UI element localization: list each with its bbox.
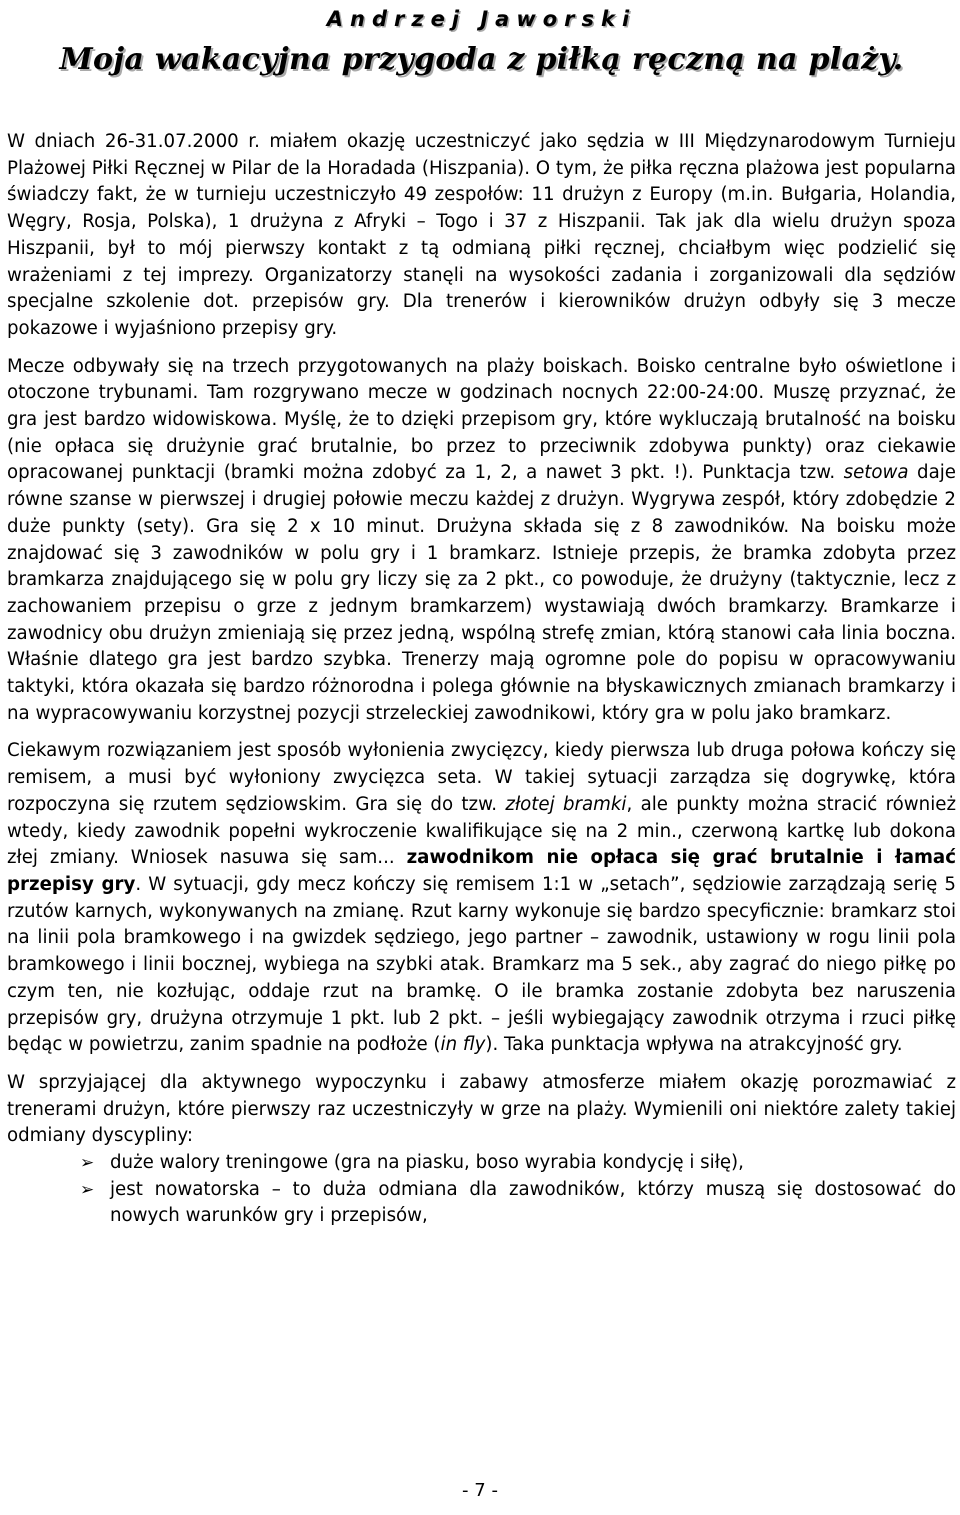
paragraph-tiebreak-text-3: . W sytuacji, gdy mecz kończy się remisem 1:1 w „setach”, sędziowie zarządzają serię 5 rzutów karnych, wykonywanych na zmianę. Rzut karny wykonuje się bardzo specyficznie: bramkarz stoi na linii pola bramkowego i na gwizdek sędziego, jego partner – zawodnik, ustawiony w rogu linii pola bramkowego i linii bocznej, wybiega na szybki atak. Bramkarz ma 5 sek., aby zagrać do niego piłkę po czym ten, nie kozłując, oddaje rzut na bramkę. O ile bramka zostanie zdobyta bez naruszenia przepisów gry, drużyna otrzymuje 1 pkt. lub 2 pkt. – jeśli wybiegający zawodnik otrzyma i rzuci piłkę będąc w powietrzu, zanim spadnie na podłoże ( xyxy=(7,873,956,1056)
arrowhead-bullet-icon: ➢ xyxy=(80,1153,95,1174)
paragraph-rules-italic: setowa xyxy=(843,462,909,484)
paragraph-tiebreak-italic-golden-goal: złotej bramki xyxy=(505,793,627,815)
paragraph-rules-text-1: Mecze odbywały się na trzech przygotowanych na plaży boiskach. Boisko centralne było oświetlone i otoczone trybunami. Tam rozgrywano mecze w godzinach nocnych 22:00-24:00. Muszę przyznać, że gra jest bardzo widowiskowa. Myślę, że to dzięki przepisom gry, które wykluczają brutalność na boisku (nie opłaca się drużynie grać brutalnie, bo przez to przeciwnik zdobywa punkty) oraz ciekawie opracowanej punktacji (bramki można zdobyć za 1, 2, a nawet 3 pkt. !). Punktacja tzw. xyxy=(7,355,956,484)
advantages-list xyxy=(7,1150,956,1230)
paragraph-rules xyxy=(7,354,956,728)
list-item xyxy=(7,1177,956,1230)
paragraph-tiebreak-bold: zawodnikom nie opłaca się grać brutalnie i łamać przepisy gry xyxy=(7,847,956,895)
paragraph-tiebreak-text-4: ). Taka punktacja wpływa na atrakcyjność gry. xyxy=(485,1034,903,1056)
paragraph-rules-text-2: daje równe szanse w pierwszej i drugiej połowie meczu każdej z drużyn. Wygrywa zespół, który zdobędzie 2 duże punkty (sety). Gra się 2 x 10 minut. Drużyna składa się z 8 zawodników. Na boisku może znajdować się 3 zawodników w polu gry i 1 bramkarz. Istnieje przepis, że bramka zdobyta przez bramkarza znajdującego się w polu gry liczy się za 2 pkt., co powoduje, że drużyny (taktycznie, lecz z zachowaniem przepisu o grze z jednym bramkarzem) wystawiają dwóch bramkarzy. Bramkarze i zawodnicy obu drużyn zmieniają się przez jedną, wspólną strefę zmian, którą stanowi cała linia boczna. Właśnie dlatego gra jest bardzo szybka. Trenerzy mają ogromne pole do popisu w opracowywaniu taktyki, która okazała się bardzo różnorodna i polega głównie na błyskawicznych zmianach bramkarzy i na wypracowywaniu korzystnej pozycji strzeleckiej zawodnikowi, który gra w polu jako bramkarz. xyxy=(7,462,956,724)
arrowhead-bullet-icon: ➢ xyxy=(80,1179,95,1200)
list-item-text: jest nowatorska – to duża odmiana dla zawodników, którzy muszą się dostosować do nowych warunków gry i przepisów, xyxy=(110,1178,956,1227)
paragraph-tiebreak xyxy=(7,738,956,1058)
author-name: Andrzej Jaworski xyxy=(326,7,637,31)
paragraph-tiebreak-italic-in-fly: in fly xyxy=(440,1034,486,1056)
article-title: Moja wakacyjna przygoda z piłką ręczną na plaży. xyxy=(59,42,904,77)
paragraph-intro: W dniach 26-31.07.2000 r. miałem okazję uczestniczyć jako sędzia w III Międzynarodowym Turnieju Plażowej Piłki Ręcznej w Pilar de la Horadada (Hiszpania). O tym, że piłka ręczna plażowa jest popularna świadczy fakt, że w turnieju uczestniczyło 49 zespołów: 11 drużyn z Europy (m.in. Bułgaria, Holandia, Węgry, Rosja, Polska), 1 drużyna z Afryki – Togo i 37 z Hiszpanii. Tak jak dla wielu drużyn spoza Hiszpanii, był to mój pierwszy kontakt z tą odmianą piłki ręcznej, chciałbym więc podzielić się wrażeniami z tej imprezy. Organizatorzy stanęli na wysokości zadania i zorganizowali dla sędziów specjalne szkolenie dot. przepisów gry. Dla trenerów i kierowników drużyn odbyły się 3 mecze pokazowe i wyjaśniono przepisy gry. xyxy=(7,131,956,339)
list-item xyxy=(7,1150,956,1177)
list-item-text: duże walory treningowe (gra na piasku, boso wyrabia kondycję i siłę), xyxy=(110,1152,744,1174)
paragraph-coaches: W sprzyjającej dla aktywnego wypoczynku i zabawy atmosferze miałem okazję porozmawiać z trenerami drużyn, które pierwszy raz uczestniczyły w grze na plaży. Wymienili oni niektóre zalety takiej odmiany dyscypliny: xyxy=(7,1071,956,1147)
page-number: - 7 - xyxy=(462,1480,498,1501)
paragraph-tiebreak-text-1: Ciekawym rozwiązaniem jest sposób wyłonienia zwycięzcy, kiedy pierwsza lub druga połowa kończy się remisem, a musi być wyłoniony zwycięzca seta. W takiej sytuacji zarządza się dogrywkę, która rozpoczyna się rzutem sędziowskim. Gra się do tzw. xyxy=(7,740,956,815)
paragraph-tiebreak-text-2: , ale punkty można stracić również wtedy, kiedy zawodnik popełni wykroczenie kwalifikujące się na 2 min., czerwoną kartkę lub dokona złej zmiany. Wniosek nasuwa się sam... xyxy=(7,793,956,869)
